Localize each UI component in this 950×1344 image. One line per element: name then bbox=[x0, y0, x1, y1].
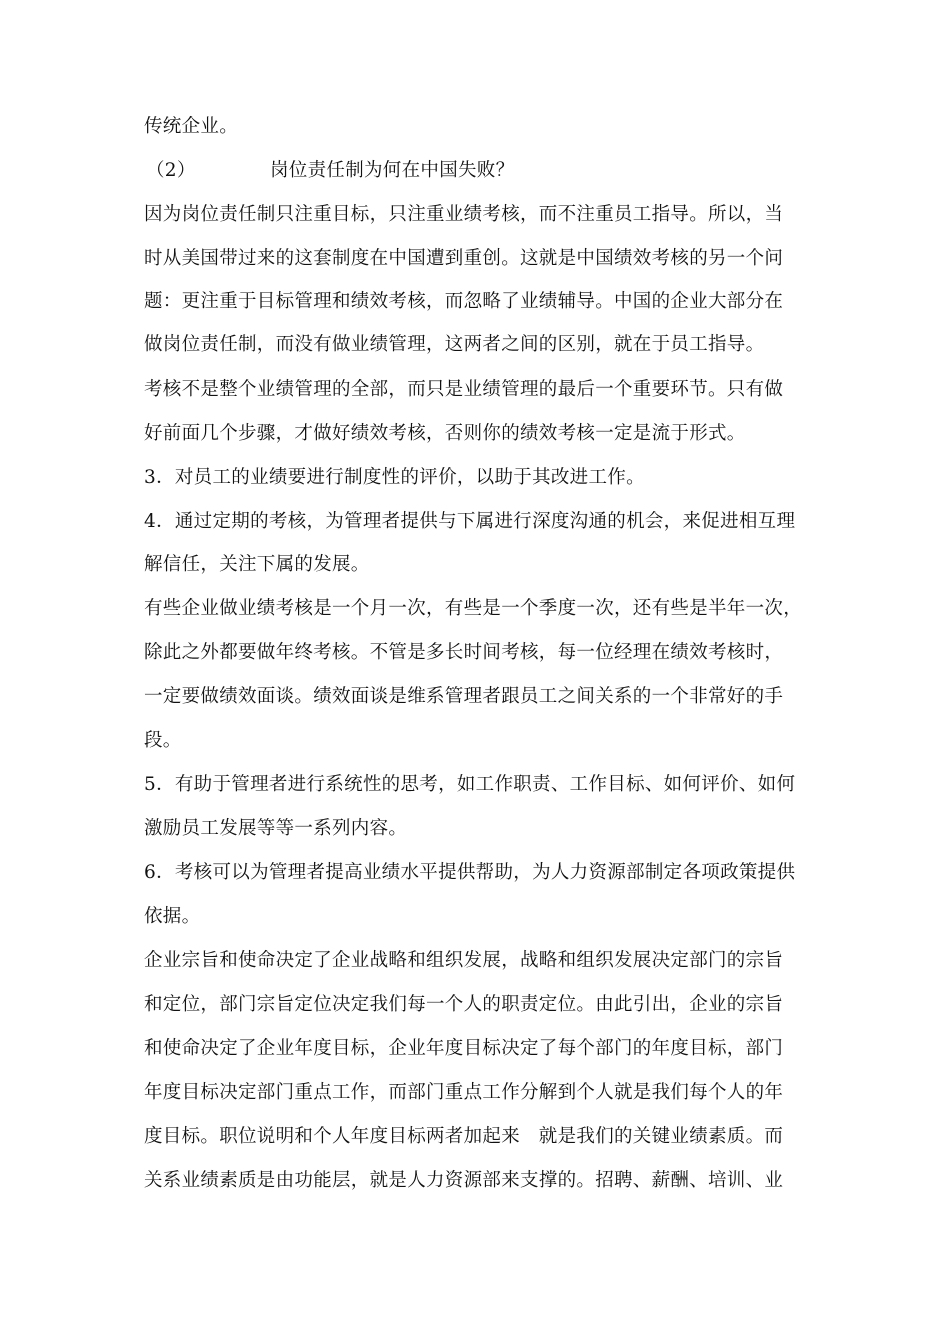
section-heading-title: 岗位责任制为何在中国失败？ bbox=[270, 160, 515, 181]
text-line-2: 因为岗位责任制只注重目标，只注重业绩考核，而不注重员工指导。所以，当 bbox=[144, 204, 784, 225]
text-line-6: 考核不是整个业绩管理的全部，而只是业绩管理的最后一个重要环节。只有做 bbox=[144, 379, 784, 400]
text-line-8: 3．对员工的业绩要进行制度性的评价，以助于其改进工作。 bbox=[144, 467, 645, 488]
text-line-10: 解信任，关注下属的发展。 bbox=[144, 554, 370, 575]
text-line-16: 激励员工发展等等一系列内容。 bbox=[144, 818, 408, 839]
text-line-17: 6．考核可以为管理者提高业绩水平提供帮助，为人力资源部制定各项政策提供 bbox=[144, 862, 796, 883]
text-line-24: 关系业绩素质是由功能层，就是人力资源部来支撑的。招聘、薪酬、培训、业 bbox=[144, 1170, 784, 1191]
text-line-23: 度目标。职位说明和个人年度目标两者加起来 就是我们的关键业绩素质。而 bbox=[144, 1126, 784, 1147]
text-line-7: 好前面几个步骤，才做好绩效考核，否则你的绩效考核一定是流于形式。 bbox=[144, 423, 746, 444]
text-line-19: 企业宗旨和使命决定了企业战略和组织发展，战略和组织发展决定部门的宗旨 bbox=[144, 950, 784, 971]
text-line-1: 传统企业。 bbox=[144, 116, 239, 137]
text-line-5: 做岗位责任制，而没有做业绩管理，这两者之间的区别，就在于员工指导。 bbox=[144, 334, 765, 355]
text-line-13: 一定要做绩效面谈。绩效面谈是维系管理者跟员工之间关系的一个非常好的手 bbox=[144, 686, 784, 707]
text-line-22: 年度目标决定部门重点工作，而部门重点工作分解到个人就是我们每个人的年 bbox=[144, 1082, 784, 1103]
text-line-14: 段。 bbox=[144, 730, 182, 751]
text-line-20: 和定位，部门宗旨定位决定我们每一个人的职责定位。由此引出，企业的宗旨 bbox=[144, 994, 784, 1015]
text-line-4: 题：更注重于目标管理和绩效考核，而忽略了业绩辅导。中国的企业大部分在 bbox=[144, 291, 784, 312]
text-line-21: 和使命决定了企业年度目标，企业年度目标决定了每个部门的年度目标，部门 bbox=[144, 1038, 784, 1059]
text-line-11: 有些企业做业绩考核是一个月一次，有些是一个季度一次，还有些是半年一次， bbox=[144, 598, 803, 619]
text-line-3: 时从美国带过来的这套制度在中国遭到重创。这就是中国绩效考核的另一个问 bbox=[144, 248, 784, 269]
text-line-18: 依据。 bbox=[144, 906, 201, 927]
text-line-12: 除此之外都要做年终考核。不管是多长时间考核，每一位经理在绩效考核时， bbox=[144, 642, 784, 663]
text-line-9: 4．通过定期的考核，为管理者提供与下属进行深度沟通的机会，来促进相互理 bbox=[144, 511, 796, 532]
text-line-15: 5．有助于管理者进行系统性的思考，如工作职责、工作目标、如何评价、如何 bbox=[144, 774, 796, 795]
section-heading bbox=[144, 159, 814, 183]
section-heading-number: （2） bbox=[146, 160, 196, 181]
